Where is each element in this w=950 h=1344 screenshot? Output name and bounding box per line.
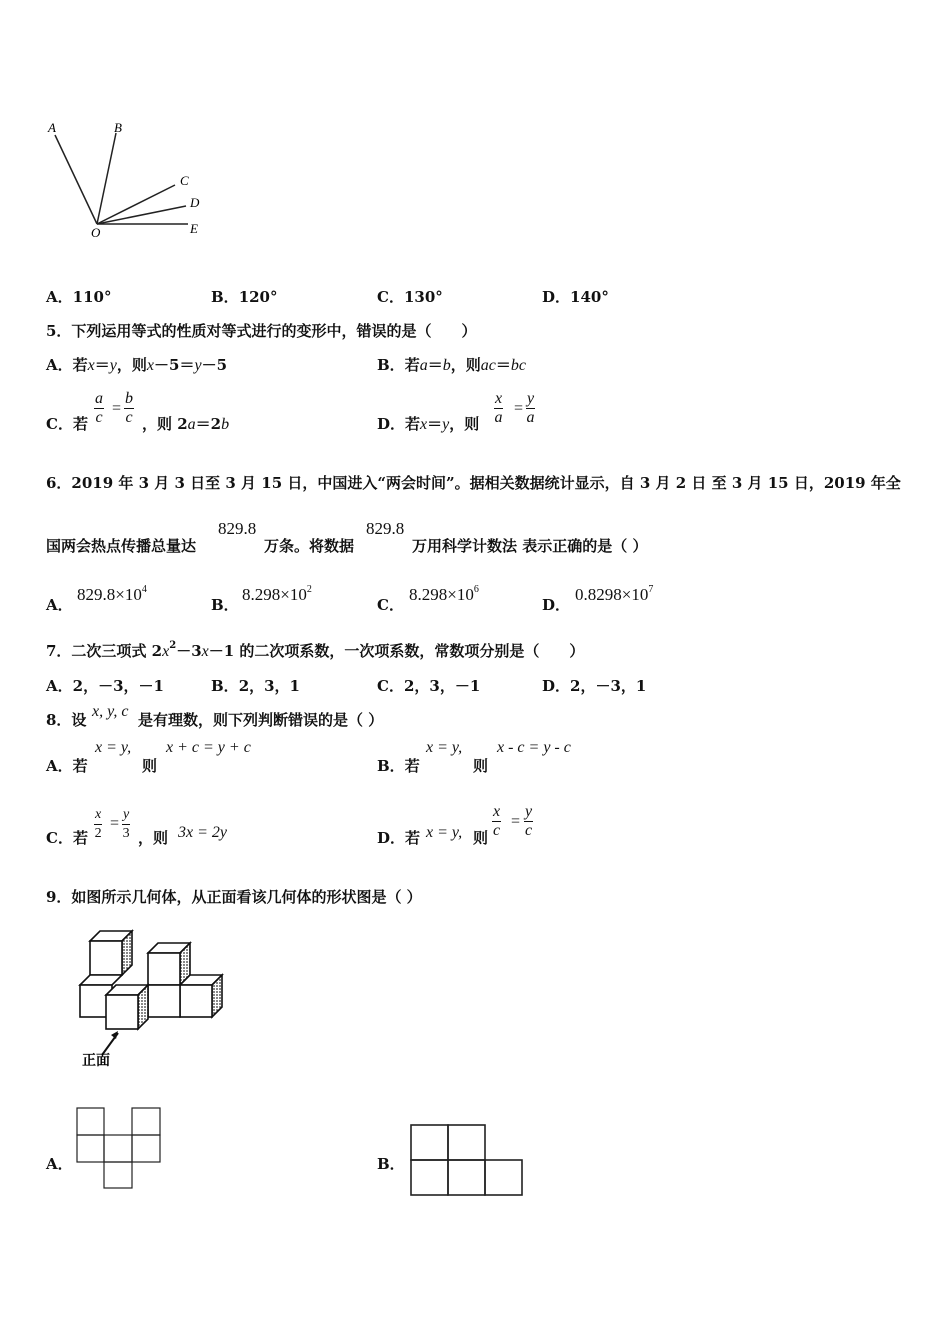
q5-stem: 5．下列运用等式的性质对等式进行的变形中，错误的是（ ） [46,322,477,340]
q8-stem-b: 是有理数，则下列判断错误的是（ ） [138,711,384,729]
label-c: C [180,173,189,188]
q5-option-a[interactable]: A．若x＝y，则x－5＝y－5 [46,356,227,374]
label-a: A [48,120,56,135]
q9-option-a-label[interactable]: A． [46,1155,73,1173]
q7-option-a[interactable]: A．2，－3，－1 [46,677,164,695]
q5-d-fraction-left: $\frac{x}{a}$ [494,390,503,426]
q8-d-fraction-right: $\frac{y}{c}$ [525,803,533,839]
ray-od [97,206,186,224]
ray-ob [97,133,116,224]
q8-stem-a: 8．设 [46,711,87,729]
q4-option-c[interactable]: C．130° [377,288,443,306]
label-e: E [190,221,198,236]
q6-stem-line1: 6．2019 年 3 月 3 日至 3 月 15 日，中国进入“两会时间”。据相关数据统计显示，自 3 月 2 日 至 3 月 15 日，2019 年全 [46,474,901,492]
q5-c-fraction-left: $\frac{a}{c}$ [95,390,103,426]
q4-option-b[interactable]: B．120° [211,288,278,306]
q7-option-b[interactable]: B．2，3，1 [211,677,300,695]
q6-stem-line2c: 万用科学计数法 表示正确的是（ ） [412,537,648,555]
q4-option-a[interactable]: A．110° [46,288,112,306]
label-o: O [91,225,101,240]
cube-stack-figure [72,925,237,1075]
q8-d-fraction-left: $\frac{x}{c}$ [493,803,501,839]
q8-c-fraction-left: $\frac{x}{2}$ [94,807,102,841]
label-b: B [114,120,122,135]
q4-option-d[interactable]: D．140° [542,288,609,306]
q6-stem-line2a: 国两会热点传播总量达 [46,537,197,555]
q6-number-1: 829.8 [218,519,257,538]
q9-option-a-figure[interactable] [75,1106,165,1191]
ray-oc [97,185,175,224]
q7-option-d[interactable]: D．2，－3，1 [542,677,647,695]
label-d: D [190,195,200,210]
q5-d-fraction-right: $\frac{y}{a}$ [526,390,535,426]
q8-c-fraction-right: $\frac{y}{3}$ [122,807,130,841]
q5-c-fraction-right: $\frac{b}{c}$ [125,390,133,426]
q5-option-b[interactable]: B．若a＝b，则ac＝bc [377,356,526,374]
ray-oa [55,135,97,224]
q6-number-2: 829.8 [366,519,405,538]
q9-stem: 9．如图所示几何体，从正面看该几何体的形状图是（ ） [46,888,422,906]
q7-stem: 7．二次三项式 $2x^2-3x-1$ 的二次项系数，一次项系数，常数项分别是（ ） [46,640,585,660]
angle-figure [40,115,220,245]
q6-stem-line2b: 万条。将数据 [264,537,355,555]
q8-vars: x, y, c [92,703,129,720]
front-label: 正面 [82,1053,110,1069]
q7-option-c[interactable]: C．2，3，－1 [377,677,481,695]
q9-option-b-label[interactable]: B． [377,1155,405,1173]
q9-option-b-figure[interactable] [408,1122,526,1198]
